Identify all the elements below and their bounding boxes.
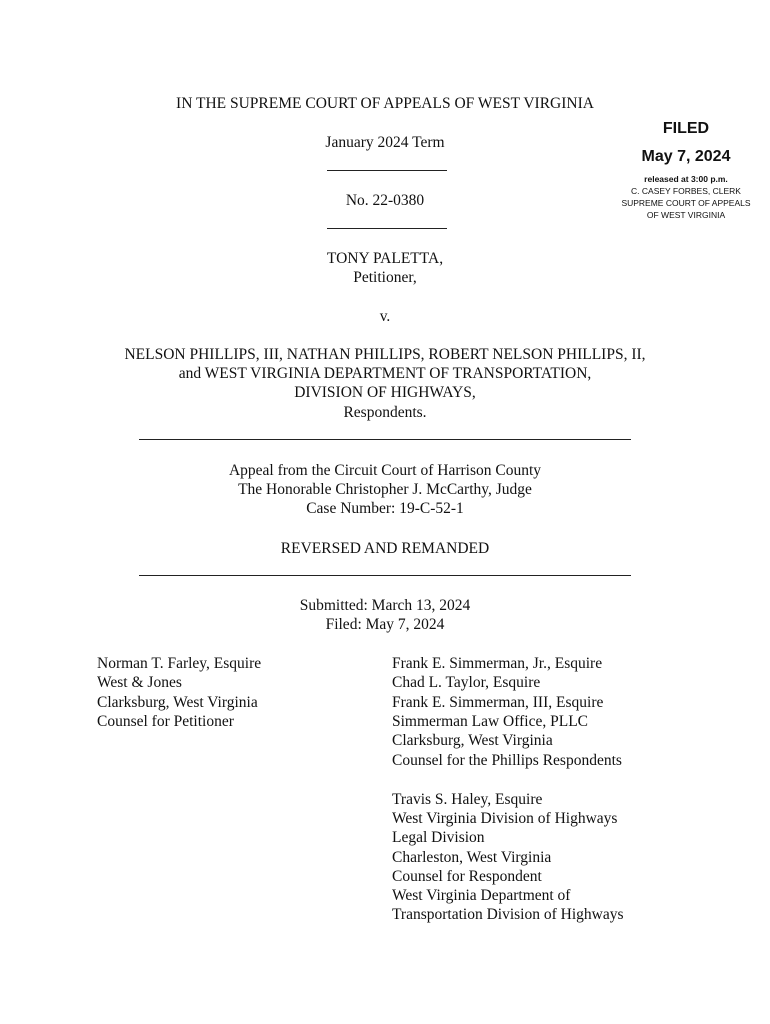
petitioner-role: Petitioner, <box>353 269 417 286</box>
disposition: REVERSED AND REMANDED <box>280 540 490 557</box>
respondents-role: Respondents. <box>343 404 427 421</box>
submitted-date: Submitted: March 13, 2024 <box>299 597 471 614</box>
appeal-court: Appeal from the Circuit Court of Harrison County <box>228 462 542 479</box>
court-title: IN THE SUPREME COURT OF APPEALS OF WEST VIRGINIA <box>176 95 594 112</box>
release-time: released at 3:00 p.m. <box>644 174 728 184</box>
versus: v. <box>379 308 391 325</box>
petitioner-name: TONY PALETTA, <box>326 250 444 267</box>
counsel-line: Counsel for the Phillips Respondents <box>392 752 622 769</box>
divider <box>327 170 447 171</box>
counsel-line: Counsel for Respondent <box>392 868 542 885</box>
term: January 2024 Term <box>325 134 445 151</box>
counsel-line: West & Jones <box>97 674 182 691</box>
divider <box>139 575 631 576</box>
counsel-line: Chad L. Taylor, Esquire <box>392 674 541 691</box>
stamp-court-line2: OF WEST VIRGINIA <box>646 210 726 220</box>
stamp-court-line1: SUPREME COURT OF APPEALS <box>621 198 751 208</box>
counsel-line: Norman T. Farley, Esquire <box>97 655 262 672</box>
filed-date-line: Filed: May 7, 2024 <box>325 616 445 633</box>
counsel-line: Frank E. Simmerman, Jr., Esquire <box>392 655 603 672</box>
case-number: Case Number: 19-C-52-1 <box>306 500 464 517</box>
respondents-line-1: NELSON PHILLIPS, III, NATHAN PHILLIPS, ROBERT NELSON PHILLIPS, II, <box>124 346 646 363</box>
counsel-line: West Virginia Division of Highways <box>392 810 618 827</box>
counsel-line: Charleston, West Virginia <box>392 849 552 866</box>
divider <box>327 228 447 229</box>
counsel-line: Transportation Division of Highways <box>392 906 624 923</box>
counsel-line: Counsel for Petitioner <box>97 713 234 730</box>
divider <box>139 439 631 440</box>
respondents-line-2: and WEST VIRGINIA DEPARTMENT OF TRANSPORTATION, <box>178 365 592 382</box>
counsel-line: Travis S. Haley, Esquire <box>392 791 543 808</box>
counsel-line: Frank E. Simmerman, III, Esquire <box>392 694 604 711</box>
counsel-line: West Virginia Department of <box>392 887 571 904</box>
clerk-name: C. CASEY FORBES, CLERK <box>631 186 741 196</box>
counsel-line: Clarksburg, West Virginia <box>97 694 258 711</box>
respondents-line-3: DIVISION OF HIGHWAYS, <box>294 384 476 401</box>
filed-date: May 7, 2024 <box>641 148 731 165</box>
counsel-line: Simmerman Law Office, PLLC <box>392 713 589 730</box>
counsel-line: Legal Division <box>392 829 485 846</box>
appeal-judge: The Honorable Christopher J. McCarthy, Judge <box>238 481 532 498</box>
counsel-line: Clarksburg, West Virginia <box>392 732 553 749</box>
filed-status: FILED <box>662 120 710 137</box>
docket-number: No. 22-0380 <box>345 192 425 209</box>
